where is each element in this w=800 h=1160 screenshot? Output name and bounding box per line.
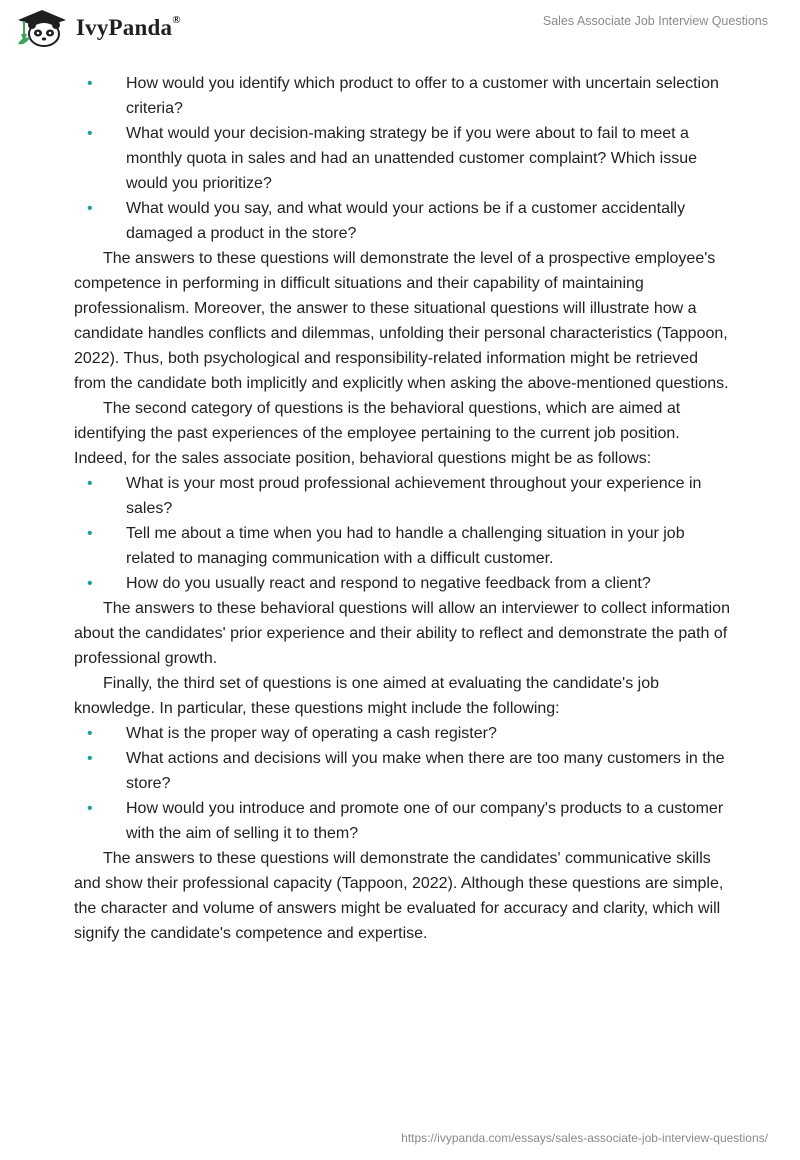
- bullet-icon: •: [87, 750, 93, 767]
- list-item: • What is your most proud professional achievement throughout your experience in sales?: [74, 471, 734, 521]
- behavioral-questions-list: [74, 471, 734, 596]
- page-header: [0, 0, 800, 60]
- list-item: • What would you say, and what would your actions be if a customer accidentally damaged a product in the store?: [74, 196, 734, 246]
- paragraph: The answers to these questions will demonstrate the candidates' communicative skills and show their professional capacity (Tappoon, 2022). Although these questions are simple, the character and volume of answers might be evaluated for accuracy and clarity, which will signify the candidate's competence and expertise.: [74, 850, 724, 942]
- ivypanda-logo[interactable]: [14, 8, 181, 48]
- list-item: • What would your decision-making strategy be if you were about to fail to meet a monthly quota in sales and had an unattended customer complaint? Which issue would you prioritize?: [74, 121, 734, 196]
- bullet-icon: •: [87, 525, 93, 542]
- bullet-icon: •: [87, 125, 93, 142]
- paragraph: The second category of questions is the behavioral questions, which are aimed at identifying the past experiences of the employee pertaining to the current job position. Indeed, for the sales associate position, behavioral questions might be as follows:: [74, 400, 681, 467]
- panda-graduate-icon: [14, 8, 70, 48]
- list-item: • How would you introduce and promote one of our company's products to a customer with the aim of selling it to them?: [74, 796, 734, 846]
- bullet-icon: •: [87, 200, 93, 217]
- paragraph: The answers to these questions will demonstrate the level of a prospective employee's competence in performing in difficult situations and their capability of maintaining professionalism. Moreover, the answer to these situational questions will illustrate how a candidate handles conflicts and dilemmas, unfolding their personal characteristics (Tappoon, 2022). Thus, both psychological and responsibility-related information might be retrieved from the candidate both implicitly and explicitly when asking the above-mentioned questions.: [74, 250, 729, 392]
- list-item: • What is the proper way of operating a cash register?: [74, 721, 734, 746]
- bullet-icon: •: [87, 475, 93, 492]
- document-title: Sales Associate Job Interview Questions: [542, 14, 768, 28]
- essay-body: [74, 71, 734, 946]
- list-item: • What actions and decisions will you make when there are too many customers in the store?: [74, 746, 734, 796]
- job-knowledge-questions-list: [74, 721, 734, 846]
- list-item: • How do you usually react and respond to negative feedback from a client?: [74, 571, 734, 596]
- bullet-icon: •: [87, 575, 93, 592]
- paragraph: The answers to these behavioral questions will allow an interviewer to collect information about the candidates' prior experience and their ability to reflect and demonstrate the path of professional growth.: [74, 600, 730, 667]
- bullet-icon: •: [87, 800, 93, 817]
- situational-questions-list: [74, 71, 734, 246]
- bullet-icon: •: [87, 725, 93, 742]
- list-item: • Tell me about a time when you had to handle a challenging situation in your job related to managing communication with a difficult customer.: [74, 521, 734, 571]
- list-item: • How would you identify which product to offer to a customer with uncertain selection criteria?: [74, 71, 734, 121]
- source-url-link[interactable]: https://ivypanda.com/essays/sales-associate-job-interview-questions/: [401, 1131, 768, 1145]
- bullet-icon: •: [87, 75, 93, 92]
- paragraph: Finally, the third set of questions is one aimed at evaluating the candidate's job knowledge. In particular, these questions might include the following:: [74, 675, 659, 717]
- brand-name: IvyPanda®: [76, 14, 181, 40]
